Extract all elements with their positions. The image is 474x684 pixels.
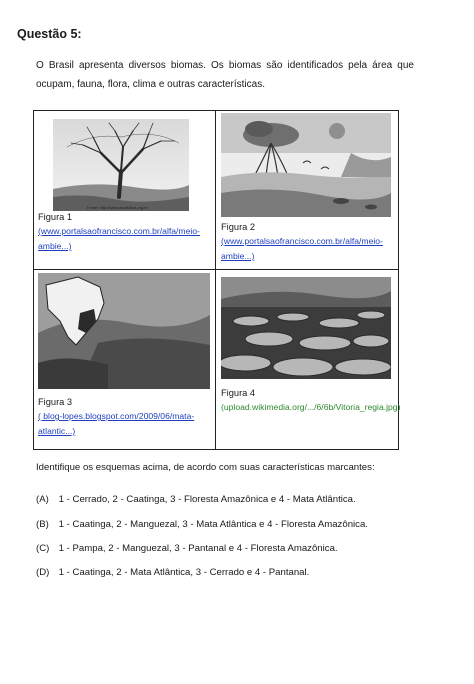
figure-4-caption — [221, 387, 400, 415]
option-a[interactable] — [36, 494, 356, 505]
figure-1-source-link[interactable]: (www.portalsaofrancisco.com.br/alfa/meio- — [38, 226, 200, 236]
figure-1-image — [53, 119, 189, 211]
option-c[interactable] — [36, 543, 338, 554]
figure-3-label: Figura 3 — [38, 397, 73, 407]
figure-2-caption — [221, 221, 383, 264]
figure-4-source-link[interactable]: (upload.wikimedia.org/.../6/6b/Vitoria_regia.jpg) — [221, 402, 401, 412]
figure-3-source-link[interactable]: ( blog-lopes.blogspot.com/2009/06/mata- — [38, 411, 195, 421]
figure-4-label: Figura 4 — [221, 388, 256, 398]
instruction-text: Identifique os esquemas acima, de acordo com suas características marcantes: — [36, 462, 375, 473]
table-divider-vertical — [215, 111, 216, 449]
option-d[interactable] — [36, 567, 309, 578]
option-c-letter: (C) — [36, 543, 50, 554]
table-divider-horizontal — [34, 269, 398, 270]
figure-2-source-link[interactable]: (www.portalsaofrancisco.com.br/alfa/meio- — [221, 236, 383, 246]
figure-2-source-link-cont[interactable]: ambie...) — [221, 251, 255, 261]
figures-table — [33, 110, 399, 450]
option-a-text: 1 - Cerrado, 2 - Caatinga, 3 - Floresta Amazônica e 4 - Mata Atlântica. — [58, 494, 356, 505]
option-d-text: 1 - Caatinga, 2 - Mata Atlântica, 3 - Cerrado e 4 - Pantanal. — [58, 567, 310, 578]
figure-1-caption — [38, 211, 200, 254]
option-d-letter: (D) — [36, 567, 50, 578]
figure-3-caption — [38, 396, 194, 439]
option-b-text: 1 - Caatinga, 2 - Manguezal, 3 - Mata Atlântica e 4 - Floresta Amazônica. — [58, 519, 368, 530]
option-b-letter: (B) — [36, 519, 49, 530]
figure-3-image — [38, 273, 210, 389]
figure-2-image — [221, 113, 391, 217]
figure-1-source-link-cont[interactable]: ambie...) — [38, 241, 72, 251]
question-title: Questão 5: — [17, 27, 82, 41]
figure-2-label: Figura 2 — [221, 222, 256, 232]
question-intro: O Brasil apresenta diversos biomas. Os biomas são identificados pela área que ocupam, fauna, flora, clima e outras características. — [36, 60, 414, 90]
figure-4-image — [221, 277, 391, 379]
option-c-text: 1 - Pampa, 2 - Manguezal, 3 - Pantanal e 4 - Floresta Amazônica. — [58, 543, 338, 554]
figure-1-credit: Fonte: http://www.drsdedica.org.br — [87, 205, 148, 210]
option-a-letter: (A) — [36, 494, 49, 505]
figure-3-source-link-cont[interactable]: atlantic...) — [38, 426, 76, 436]
figure-1-label: Figura 1 — [38, 212, 73, 222]
option-b[interactable] — [36, 519, 368, 530]
